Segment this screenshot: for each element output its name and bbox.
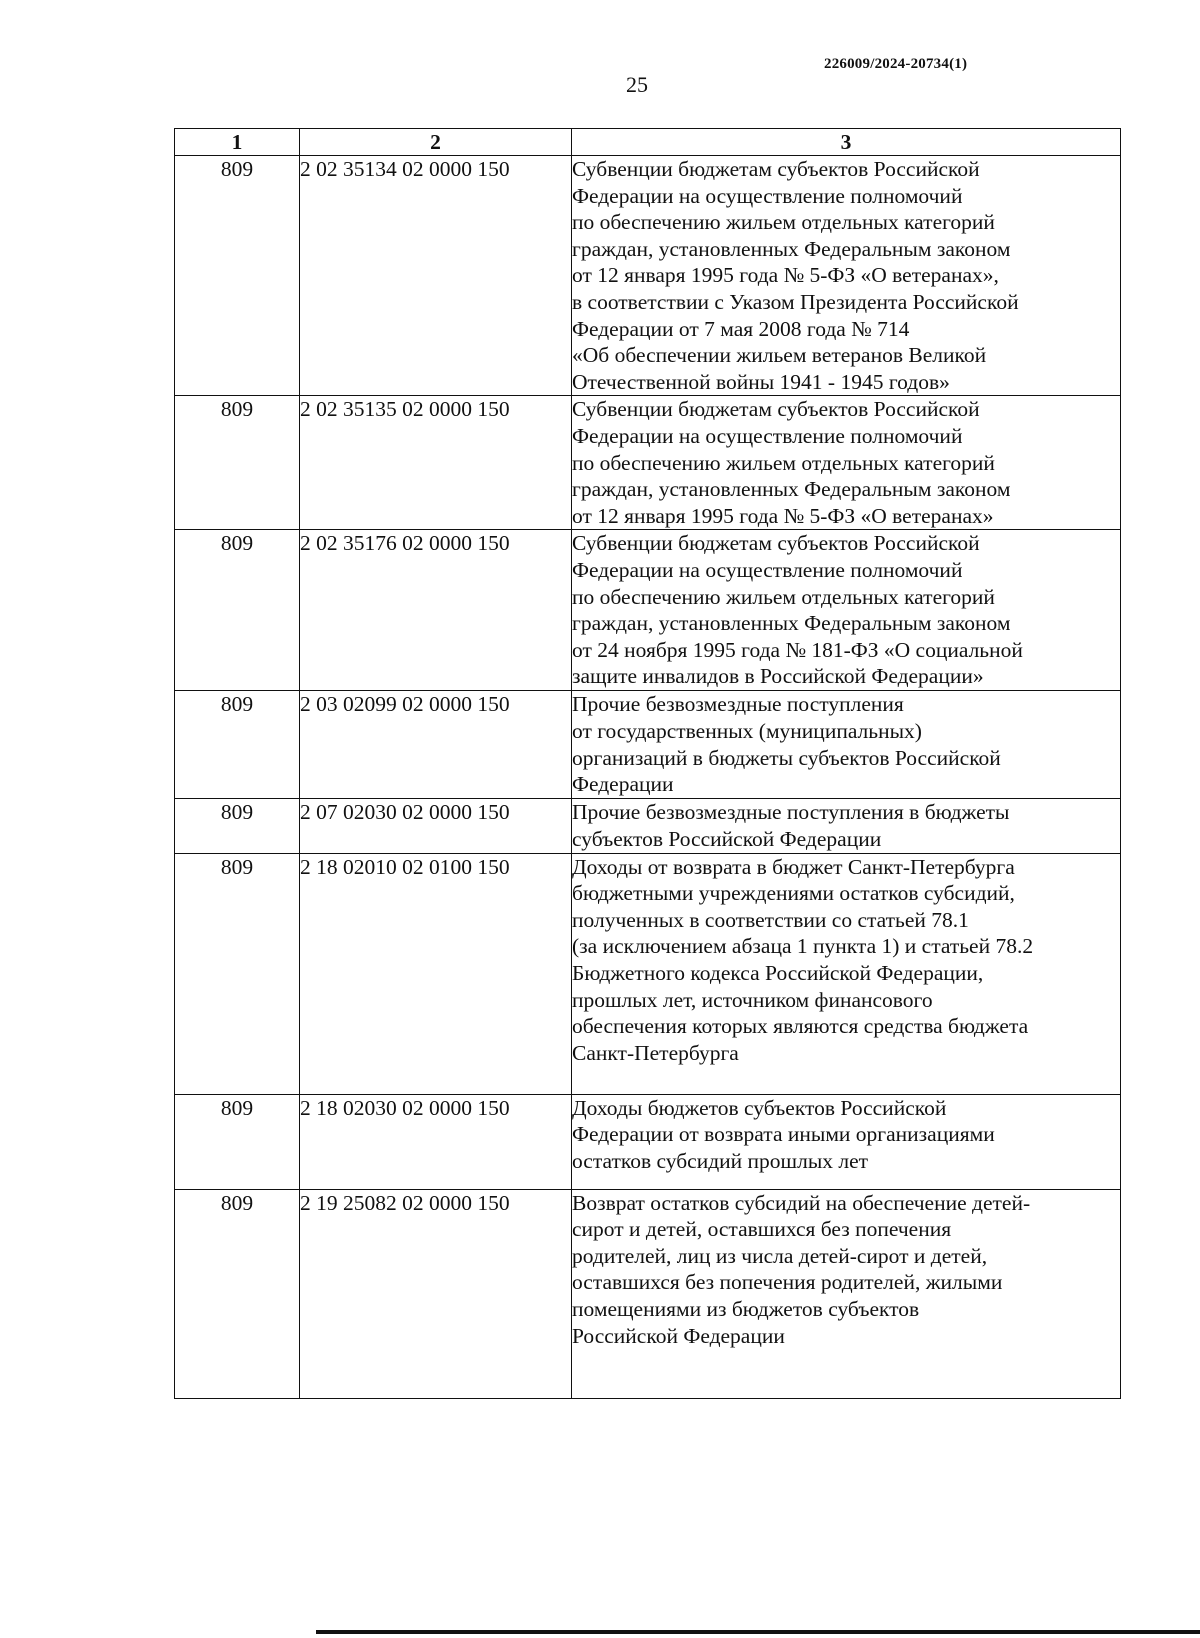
description-line: Федерации на осуществление полномочий — [572, 557, 963, 582]
description-line: Федерации от возврата иными организациями — [572, 1122, 995, 1147]
description-cell — [572, 853, 1121, 1094]
description-line: граждан, установленных Федеральным законом — [572, 611, 1011, 636]
description-line: Прочие безвозмездные поступления — [572, 692, 904, 717]
admin-code-cell: 809 — [175, 799, 300, 853]
bottom-rule — [316, 1630, 1200, 1634]
table-row — [175, 691, 1121, 799]
description-line: прошлых лет, источником финансового — [572, 987, 933, 1012]
description-line: Субвенции бюджетам субъектов Российской — [572, 397, 980, 422]
description-line: Федерации на осуществление полномочий — [572, 183, 963, 208]
description-cell — [572, 530, 1121, 691]
description-line: Бюджетного кодекса Российской Федерации, — [572, 960, 984, 985]
description-line: остатков субсидий прошлых лет — [572, 1148, 869, 1173]
budget-code-cell: 2 02 35134 02 0000 150 — [300, 156, 572, 396]
page-number: 25 — [626, 72, 648, 97]
budget-classification-table — [174, 128, 1121, 1399]
description-line: от 12 января 1995 года № 5-ФЗ «О ветеранах», — [572, 263, 999, 288]
description-line: Федерации на осуществление полномочий — [572, 423, 963, 448]
description-line: сирот и детей, оставшихся без попечения — [572, 1217, 952, 1242]
admin-code-cell: 809 — [175, 1189, 300, 1398]
budget-code-cell: 2 18 02010 02 0100 150 — [300, 853, 572, 1094]
description-line: Федерации от 7 мая 2008 года № 714 — [572, 316, 910, 341]
description-line: Российской Федерации — [572, 1323, 785, 1348]
description-cell — [572, 156, 1121, 396]
description-line: Отечественной войны 1941 - 1945 годов» — [572, 369, 950, 394]
registration-number: 226009/2024-20734(1) — [824, 56, 968, 72]
description-line: бюджетными учреждениями остатков субсидий, — [572, 881, 1015, 906]
description-line: Федерации — [572, 772, 674, 797]
description-line: по обеспечению жильем отдельных категорий — [572, 450, 995, 475]
admin-code-cell: 809 — [175, 1094, 300, 1189]
column-header-3: 3 — [572, 129, 1121, 156]
description-line: организаций в бюджеты субъектов Российской — [572, 745, 1001, 770]
description-line: субъектов Российской Федерации — [572, 826, 882, 851]
table-row — [175, 530, 1121, 691]
description-line: от 24 ноября 1995 года № 181-ФЗ «О социальной — [572, 637, 1023, 662]
description-line: Возврат остатков субсидий на обеспечение детей- — [572, 1190, 1031, 1215]
table-row — [175, 396, 1121, 530]
description-line: «Об обеспечении жильем ветеранов Великой — [572, 343, 987, 368]
table-row — [175, 853, 1121, 1094]
description-line: Субвенции бюджетам субъектов Российской — [572, 531, 980, 556]
description-line: от государственных (муниципальных) — [572, 718, 922, 743]
admin-code-cell: 809 — [175, 691, 300, 799]
description-line: обеспечения которых являются средства бюджета — [572, 1014, 1029, 1039]
description-line: полученных в соответствии со статьей 78.1 — [572, 907, 969, 932]
description-line: в соответствии с Указом Президента Российской — [572, 289, 1019, 314]
description-line: граждан, установленных Федеральным законом — [572, 236, 1011, 261]
description-cell — [572, 1094, 1121, 1189]
description-line: граждан, установленных Федеральным законом — [572, 477, 1011, 502]
budget-code-cell: 2 19 25082 02 0000 150 — [300, 1189, 572, 1398]
admin-code-cell: 809 — [175, 530, 300, 691]
admin-code-cell: 809 — [175, 396, 300, 530]
column-header-2: 2 — [300, 129, 572, 156]
description-line: (за исключением абзаца 1 пункта 1) и статьей 78.2 — [572, 934, 1034, 959]
table-row — [175, 799, 1121, 853]
admin-code-cell: 809 — [175, 853, 300, 1094]
description-line: от 12 января 1995 года № 5-ФЗ «О ветеранах» — [572, 503, 994, 528]
description-line: Доходы от возврата в бюджет Санкт-Петербурга — [572, 854, 1015, 879]
description-cell — [572, 396, 1121, 530]
table-row — [175, 1094, 1121, 1189]
budget-code-cell: 2 02 35176 02 0000 150 — [300, 530, 572, 691]
budget-code-cell: 2 18 02030 02 0000 150 — [300, 1094, 572, 1189]
column-header-1: 1 — [175, 129, 300, 156]
description-line: помещениями из бюджетов субъектов — [572, 1296, 920, 1321]
admin-code-cell: 809 — [175, 156, 300, 396]
budget-code-cell: 2 02 35135 02 0000 150 — [300, 396, 572, 530]
description-line: по обеспечению жильем отдельных категорий — [572, 210, 995, 235]
description-line: Прочие безвозмездные поступления в бюджеты — [572, 800, 1010, 825]
table-row — [175, 1189, 1121, 1398]
description-line: защите инвалидов в Российской Федерации» — [572, 664, 984, 689]
description-line: по обеспечению жильем отдельных категорий — [572, 584, 995, 609]
description-cell — [572, 691, 1121, 799]
description-cell — [572, 1189, 1121, 1398]
description-line: родителей, лиц из числа детей-сирот и детей, — [572, 1243, 988, 1268]
description-line: Доходы бюджетов субъектов Российской — [572, 1095, 947, 1120]
budget-code-cell: 2 03 02099 02 0000 150 — [300, 691, 572, 799]
description-line: оставшихся без попечения родителей, жилыми — [572, 1270, 1003, 1295]
description-line: Субвенции бюджетам субъектов Российской — [572, 157, 980, 181]
table-row — [175, 156, 1121, 396]
description-line: Санкт-Петербурга — [572, 1040, 739, 1065]
budget-code-cell: 2 07 02030 02 0000 150 — [300, 799, 572, 853]
description-cell — [572, 799, 1121, 853]
table-header-row — [175, 129, 1121, 156]
